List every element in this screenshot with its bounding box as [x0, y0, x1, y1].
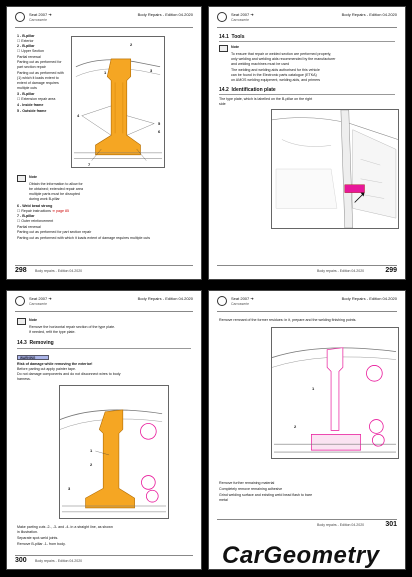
note-line: The welding and welding aids authorised for this vehicle — [231, 68, 320, 72]
note-line: be obtained; extended repair area — [29, 187, 83, 191]
seat-logo-icon — [15, 296, 25, 306]
text-line: 4 - Inside frame — [17, 103, 44, 107]
text-line: metal — [219, 498, 228, 502]
note-icon — [17, 318, 26, 325]
page-number: 299 — [385, 267, 397, 274]
header-right-title: Body Repairs - Edition 04.2020 — [341, 296, 397, 301]
text-line: ☐ Repair instructions ➔ page 85 — [17, 209, 69, 213]
text-line: ☐ Outer reinforcement — [17, 219, 54, 223]
text-line: 2 - B-pillar — [17, 44, 35, 48]
text-line: 3 - B-pillar — [17, 92, 35, 96]
manual-page-298 — [6, 6, 202, 280]
callout-1: 1 — [90, 448, 93, 453]
warning-badge — [17, 355, 49, 360]
callout-7: 7 — [88, 162, 91, 167]
page-footer — [217, 265, 397, 275]
page-link[interactable]: ➔ page 85 — [51, 209, 69, 213]
header-right-title: Body Repairs - Edition 04.2020 — [137, 296, 193, 301]
b-pillar-stub-diagram — [271, 327, 399, 459]
note-line: on AMOS welding equipment, welding aids, and primers — [231, 78, 321, 82]
page-number: 300 — [15, 557, 27, 564]
callout-1: 1 — [104, 70, 107, 75]
text-line: Remove B-pillar -1- from body. — [17, 542, 66, 546]
note-line: Obtain the information to allow for — [29, 182, 83, 186]
header-left-subtitle: Carrosserie — [29, 302, 48, 306]
callout-2: 2 — [294, 424, 297, 429]
page-number: 301 — [385, 521, 397, 528]
watermark-text: CarGeometry — [222, 542, 380, 569]
footer-text: Body repairs - Edition 04.2020 — [35, 559, 83, 563]
note-line: only welding and welding aids recommended by the manufacturer — [231, 57, 336, 61]
header-left-subtitle: Carrosserie — [231, 302, 250, 306]
text-line: Parting cut as performed with — [17, 71, 64, 75]
text-line: 5 - Outside frame — [17, 109, 47, 113]
note-line: To ensure that repair or welded section are performed properly, — [231, 52, 332, 56]
callout-5: 5 — [158, 121, 161, 126]
page-footer — [15, 555, 193, 565]
header-left-title: Seat 2007 ➔ — [231, 296, 254, 301]
note-line: Remove the horizontal repair section of the type plate. — [29, 325, 116, 329]
section-heading: 14.1 Tools — [219, 34, 245, 40]
text-line: Completely remove remaining adhesive — [219, 487, 283, 491]
callout-3: 3 — [150, 68, 153, 73]
cargeometry-watermark — [218, 536, 404, 572]
section-rule — [219, 94, 395, 95]
text-line: Make parting cuts -2-, -3- and -4- in a straight line, as shown — [17, 525, 113, 529]
text-line: The type plate, which is labelled on the B-pillar on the right — [219, 97, 313, 101]
page-footer — [15, 265, 193, 275]
text-line: part section repair — [17, 65, 46, 69]
header-left-title: Seat 2007 ➔ — [29, 296, 52, 301]
text-line: Parting cut as performed for part section repair — [17, 230, 92, 234]
page-header — [217, 12, 397, 28]
seat-logo-icon — [15, 12, 25, 22]
manual-page-300 — [6, 290, 202, 570]
section-rule — [17, 348, 191, 349]
page-header — [217, 296, 397, 312]
text-line: Parting cut as performed for — [17, 60, 62, 64]
text-line: in illustration. — [17, 530, 38, 534]
warning-label: WARNING — [20, 356, 36, 360]
text-line: 6 - Weld bead strong — [17, 204, 53, 208]
text-line: Separate spot-weld joints. — [17, 536, 59, 540]
footer-text: Body repairs - Edition 04.2020 — [317, 523, 365, 527]
text-line: ☐ Upper Section — [17, 49, 44, 53]
footer-text: Body repairs - Edition 04.2020 — [317, 269, 365, 273]
callout-2: 2 — [90, 462, 93, 467]
text-line: Partial renewal — [17, 55, 41, 59]
b-pillar-drawing — [72, 37, 164, 167]
note-line: can be found in the Electronic parts catalogue (ETKA) — [231, 73, 317, 77]
page-footer — [217, 519, 397, 529]
text-line: Parting cut as performed with which it loads extent of damage requires multiple cuts — [17, 236, 151, 240]
text-line: Remove remnant of the former residues: in it, prepare and the welding finishing points. — [219, 318, 357, 322]
warning-line: Do not damage components and do not disconnect wires to body — [17, 372, 121, 376]
text-line: Remove further remaining material — [219, 481, 275, 485]
callout-2: 2 — [130, 42, 133, 47]
type-plate-highlight — [345, 185, 365, 193]
note-title: Note — [29, 175, 37, 179]
note-title: Note — [29, 318, 37, 322]
text-line: extent of damage requires — [17, 81, 59, 85]
note-line: If needed, refit the type plate. — [29, 330, 76, 334]
text-line: Grind welding surface and existing weld bead flash to bare — [219, 493, 313, 497]
page-number: 298 — [15, 267, 27, 274]
text-line: 1 - B-pillar — [17, 34, 35, 38]
callout-4: 4 — [77, 113, 80, 118]
type-plate-diagram — [271, 109, 399, 229]
callout-1: 1 — [312, 386, 315, 391]
callout-3: 3 — [68, 486, 71, 491]
page-header — [15, 296, 193, 312]
note-title: Note — [231, 45, 239, 49]
note-line: multiple parts must be disrupted — [29, 192, 80, 196]
header-left-subtitle: Carrosserie — [29, 18, 48, 22]
header-left-title: Seat 2007 ➔ — [29, 12, 52, 17]
watermark-logo — [218, 536, 404, 572]
page-header — [15, 12, 193, 28]
header-left-title: Seat 2007 ➔ — [231, 12, 254, 17]
manual-page-301 — [208, 290, 406, 570]
b-pillar-diagram — [71, 36, 165, 168]
seat-logo-icon — [217, 296, 227, 306]
b-pillar-removal-drawing — [60, 386, 168, 518]
door-frame-drawing — [272, 110, 398, 228]
section-heading: 14.3 Removing — [17, 340, 54, 346]
text-line: ☐ Extension repair area — [17, 97, 56, 101]
b-pillar-removal-diagram — [59, 385, 169, 519]
warning-line: Before parting cut apply painter tape. — [17, 367, 76, 371]
warning-line: Risk of damage while removing the exterior! — [17, 362, 93, 366]
note-line: and welding machines must be used — [231, 62, 290, 66]
seat-logo-icon — [217, 12, 227, 22]
section-rule — [219, 41, 395, 42]
text-line: (1) which it loads extent to — [17, 76, 59, 80]
note-line: during work B-pillar — [29, 197, 60, 201]
b-pillar-stub-drawing — [272, 328, 398, 458]
text-line: ☐ Exterior — [17, 39, 34, 43]
callout-6: 6 — [158, 129, 161, 134]
note-icon — [17, 175, 26, 182]
text-line: 7 - B-pillar — [17, 214, 35, 218]
header-right-title: Body Repairs - Edition 04.2020 — [137, 12, 193, 17]
text-line: multiple cuts — [17, 86, 37, 90]
footer-text: Body repairs - Edition 04.2020 — [35, 269, 83, 273]
section-heading: 14.2 Identification plate — [219, 87, 276, 93]
header-right-title: Body Repairs - Edition 04.2020 — [341, 12, 397, 17]
warning-line: harness. — [17, 377, 31, 381]
text-line: Partial renewal — [17, 225, 41, 229]
header-left-subtitle: Carrosserie — [231, 18, 250, 22]
note-icon — [219, 45, 228, 52]
text-line: side — [219, 102, 226, 106]
manual-page-299 — [208, 6, 406, 280]
